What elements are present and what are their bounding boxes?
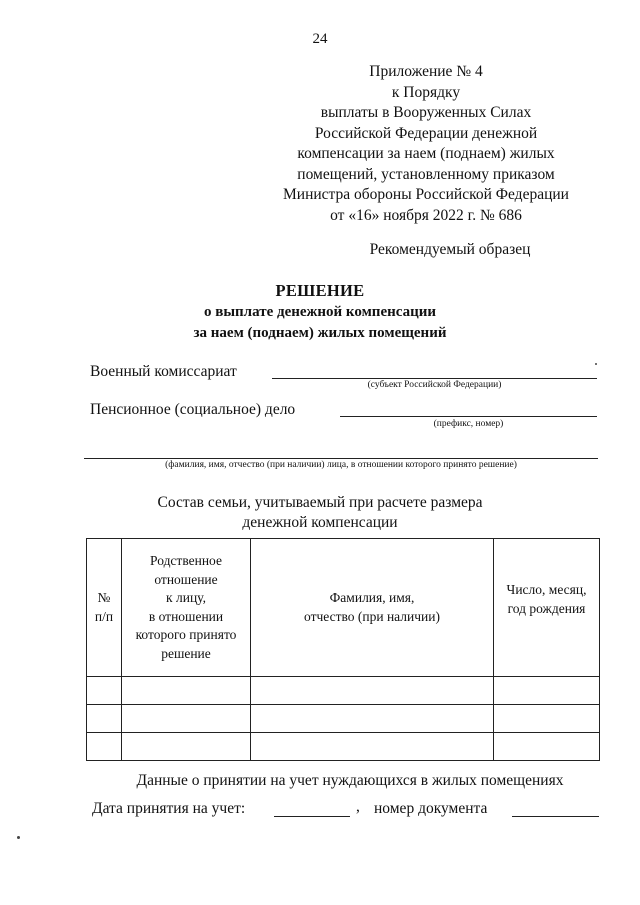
appendix-line: компенсации за наем (поднаем) жилых <box>297 145 555 162</box>
page-number: 24 <box>312 31 328 47</box>
appendix-line: Российской Федерации денежной <box>314 124 538 142</box>
header-line: № <box>97 590 111 605</box>
header-line: Родственное <box>150 553 222 568</box>
section-heading-line: денежной компенсации <box>242 514 398 531</box>
document-title: РЕШЕНИЕ <box>275 281 365 300</box>
header-line: решение <box>161 645 211 661</box>
scan-speck <box>595 363 597 365</box>
pension-case-label: Пенсионное (социальное) дело <box>90 401 296 418</box>
sample-note: Рекомендуемый образец <box>369 241 531 258</box>
family-section-heading <box>90 493 550 533</box>
table-cell[interactable] <box>122 705 251 733</box>
registration-date-label: Дата принятия на учет: <box>92 800 246 817</box>
header-line: п/п <box>94 608 114 624</box>
column-header-relation <box>122 539 251 677</box>
document-number-field[interactable] <box>512 816 599 817</box>
header-line: отношение <box>154 571 218 587</box>
table-cell[interactable] <box>87 733 122 761</box>
subtitle-line: о выплате денежной компенсации <box>203 304 437 320</box>
column-header-full-name <box>251 539 494 677</box>
table-row <box>87 705 600 733</box>
table-cell[interactable] <box>122 677 251 705</box>
person-name-hint: (фамилия, имя, отчество (при наличии) лица, в отношении которого принято решение) <box>165 460 517 470</box>
header-line: отчество (при наличии) <box>304 608 440 624</box>
table-header-row <box>87 539 600 677</box>
document-subtitle <box>120 302 520 343</box>
header-line: год рождения <box>507 600 586 616</box>
scan-speck <box>17 836 20 839</box>
pension-case-hint: (префикс, номер) <box>433 419 504 429</box>
table-cell[interactable] <box>251 705 494 733</box>
table-cell[interactable] <box>494 705 600 733</box>
table-cell[interactable] <box>251 677 494 705</box>
table-cell[interactable] <box>87 705 122 733</box>
appendix-line: Приложение № 4 <box>369 63 483 80</box>
comma-separator: , <box>356 798 360 815</box>
appendix-line: помещений, установленному приказом <box>297 165 555 183</box>
family-table <box>86 538 600 761</box>
table-cell[interactable] <box>494 733 600 761</box>
table-cell[interactable] <box>251 733 494 761</box>
military-commissariat-field[interactable] <box>272 378 597 379</box>
table-row <box>87 733 600 761</box>
appendix-line: выплаты в Вооруженных Силах <box>320 104 532 121</box>
subtitle-line: за наем (поднаем) жилых помещений <box>193 324 447 341</box>
column-header-birth-date <box>494 539 600 677</box>
header-line: Число, месяц, <box>506 582 587 597</box>
appendix-line: к Порядку <box>391 83 461 101</box>
appendix-line: Министра обороны Российской Федерации <box>283 186 569 203</box>
section-heading-line: Состав семьи, учитываемый при расчете размера <box>157 494 483 511</box>
header-line: Фамилия, имя, <box>329 590 415 605</box>
table-row <box>87 677 600 705</box>
person-name-field[interactable] <box>84 458 598 459</box>
appendix-line: от «16» ноября 2022 г. № 686 <box>330 206 522 224</box>
header-line: которого принято <box>135 627 237 642</box>
military-commissariat-label: Военный комиссариат <box>90 363 237 380</box>
pension-case-field[interactable] <box>340 416 597 417</box>
header-line: в отношении <box>148 608 224 624</box>
appendix-header <box>250 62 602 226</box>
military-commissariat-hint: (субъект Российской Федерации) <box>367 380 502 390</box>
header-line: к лицу, <box>166 590 206 605</box>
registration-date-field[interactable] <box>274 816 350 817</box>
table-cell[interactable] <box>122 733 251 761</box>
registration-heading: Данные о принятии на учет нуждающихся в жилых помещениях <box>136 772 564 789</box>
column-header-number <box>87 539 122 677</box>
table-cell[interactable] <box>494 677 600 705</box>
table-cell[interactable] <box>87 677 122 705</box>
document-number-label: номер документа <box>374 800 488 817</box>
